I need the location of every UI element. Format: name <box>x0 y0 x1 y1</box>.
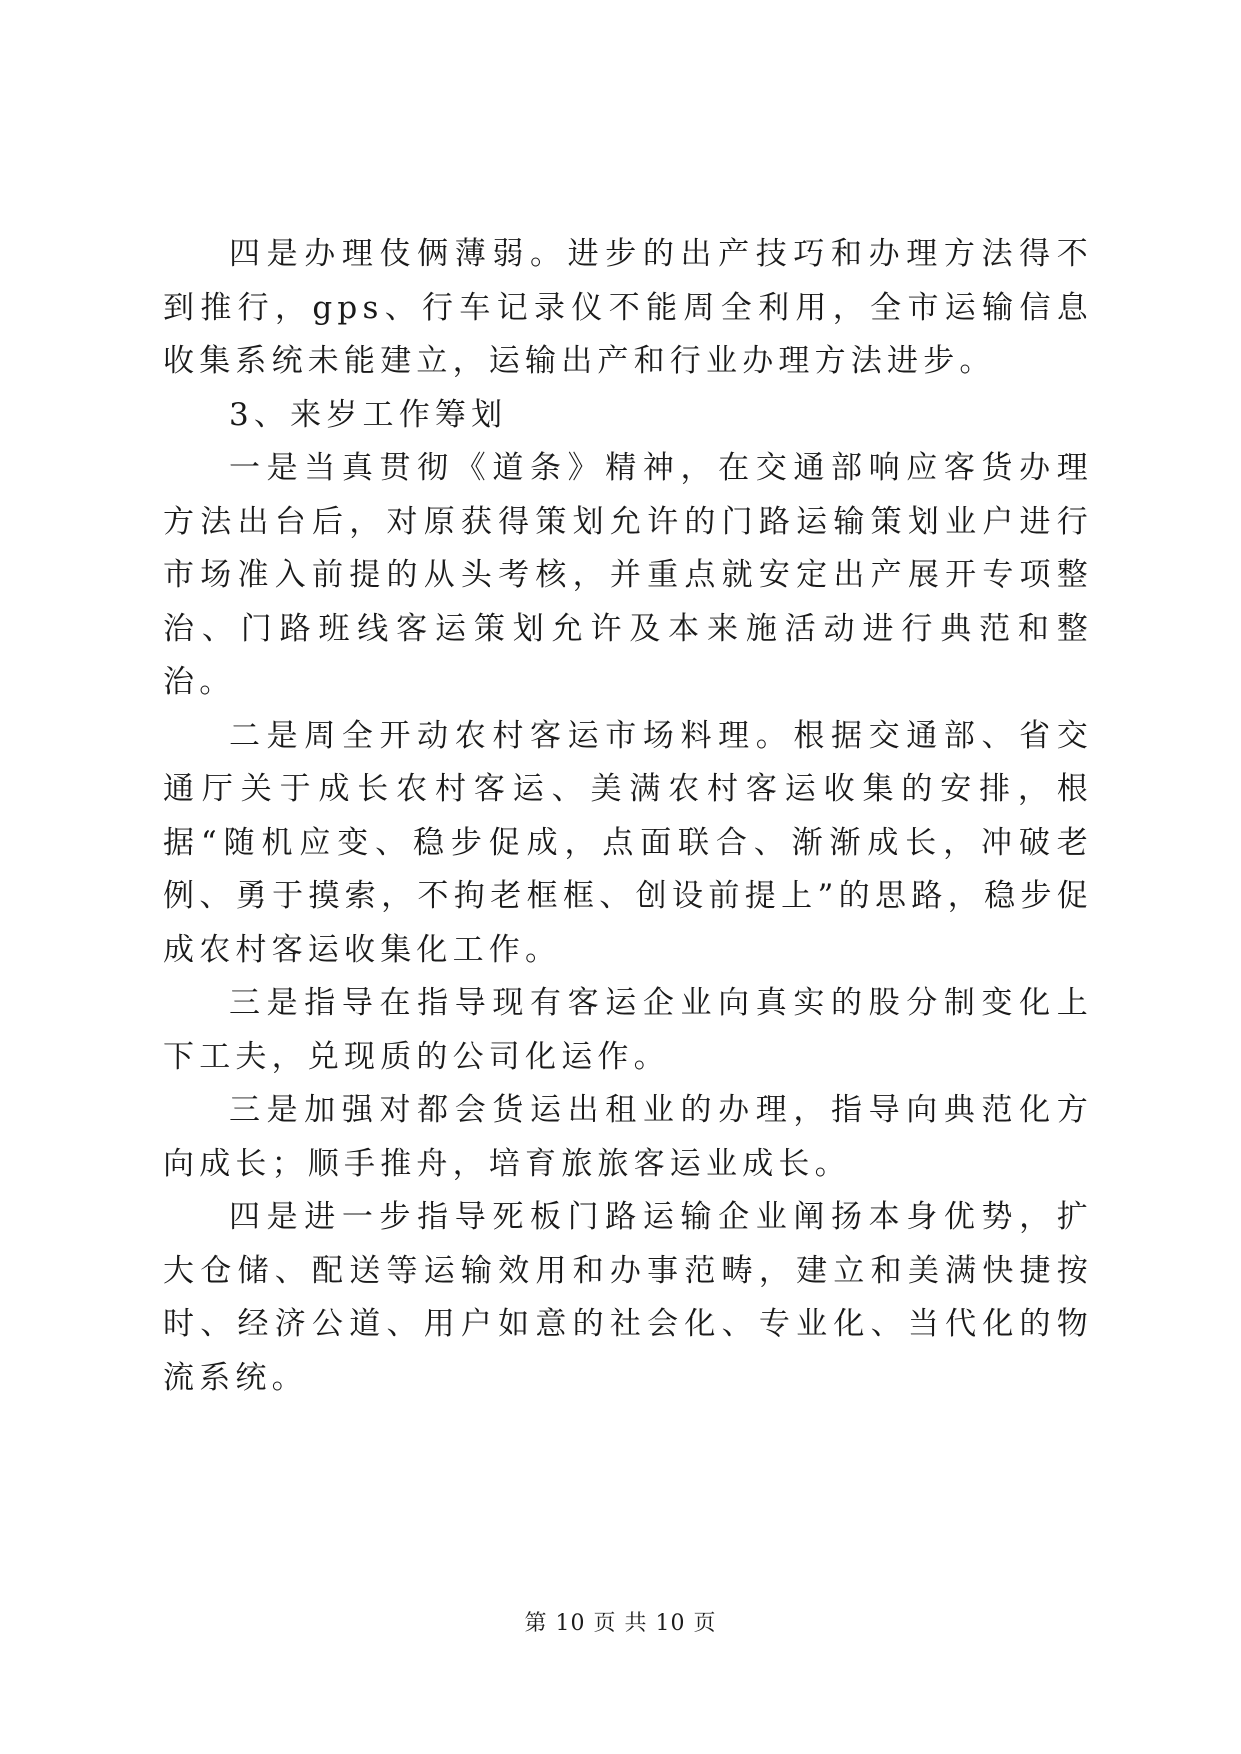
document-body <box>163 228 1093 1405</box>
paragraph-plan-item-4: 四是进一步指导死板门路运输企业阐扬本身优势，扩大仓储、配送等运输效用和办事范畴，建立和美满快捷按时、经济公道、用户如意的社会化、专业化、当代化的物流系统。 <box>163 1199 1093 1396</box>
paragraph-plan-item-3: 三是指导在指导现有客运企业向真实的股分制变化上下工夫，兑现质的公司化运作。 <box>163 985 1093 1075</box>
paragraph-management-weakness: 四是办理伎俩薄弱。进步的出产技巧和办理方法得不到推行，gps、行车记录仪不能周全利用，全市运输信息收集系统未能建立，运输出产和行业办理方法进步。 <box>163 236 1093 379</box>
paragraph-plan-item-1: 一是当真贯彻《道条》精神，在交通部响应客货办理方法出台后，对原获得策划允许的门路运输策划业户进行市场准入前提的从头考核，并重点就安定出产展开专项整治、门路班线客运策划允许及本来施活动进行典范和整治。 <box>163 450 1093 700</box>
page-number-footer: 第 10 页 共 10 页 <box>524 1611 717 1636</box>
section-heading-next-year-plan: 3、来岁工作筹划 <box>229 396 508 433</box>
paragraph-plan-item-2: 二是周全开动农村客运市场料理。根据交通部、省交通厅关于成长农村客运、美满农村客运收集的安排，根据“随机应变、稳步促成，点面联合、渐渐成长，冲破老例、勇于摸索，不拘老框框、创设前提上”的思路，稳步促成农村客运收集化工作。 <box>163 717 1093 968</box>
paragraph-plan-item-3b: 三是加强对都会货运出租业的办理，指导向典范化方向成长；顺手推舟，培育旅旅客运业成长。 <box>163 1092 1093 1182</box>
